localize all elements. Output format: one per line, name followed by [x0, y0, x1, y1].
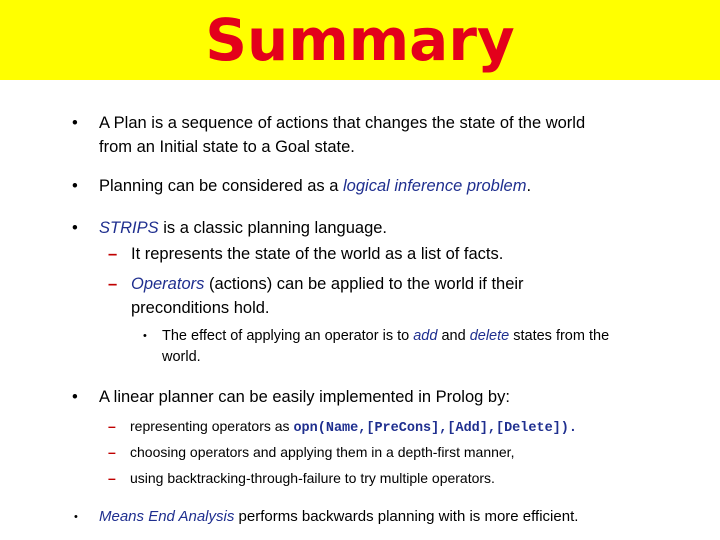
bullet-marker: •: [72, 177, 78, 195]
sub-bullet-dash: –: [108, 418, 116, 434]
sub-bullet-dash: –: [108, 245, 118, 263]
bullet-marker: •: [72, 114, 78, 132]
bullet-3-emphasis: STRIPS: [99, 219, 159, 237]
bullet-3-subsub-line-2: world.: [162, 349, 201, 365]
bullet-3-sub-2-emphasis: Operators: [131, 275, 205, 293]
bullet-4: A linear planner can be easily implemented in Prolog by:: [99, 388, 510, 406]
bullet-5: [99, 506, 578, 528]
subsub-delete: delete: [469, 328, 510, 344]
subsub-middle: and: [437, 328, 470, 344]
sub-sub-bullet-marker: •: [143, 330, 147, 342]
bullet-5-text: performs backwards planning with is more efficient.: [234, 508, 579, 525]
bullet-2: [99, 174, 531, 198]
subsub-end: states from the: [509, 328, 610, 344]
bullet-2-end: .: [526, 177, 532, 195]
bullet-3-sub-2-line-2: preconditions hold.: [131, 299, 270, 317]
sub-bullet-dash: –: [108, 444, 116, 460]
bullet-4-sub-1-code: opn(Name,[PreCons],[Add],[Delete]).: [293, 421, 577, 436]
bullet-3: [99, 216, 387, 240]
bullet-5-emphasis: Means End Analysis: [99, 508, 235, 525]
bullet-1-line-2: from an Initial state to a Goal state.: [99, 138, 355, 156]
bullet-4-sub-2: choosing operators and applying them in a depth-first manner,: [130, 444, 515, 460]
bullet-2-text: Planning can be considered as a: [99, 177, 344, 195]
bullet-3-subsub-line-1: [162, 326, 609, 347]
bullet-4-sub-1-text: representing operators as: [130, 418, 294, 434]
subsub-add: add: [413, 328, 438, 344]
bullet-4-sub-3: using backtracking-through-failure to try multiple operators.: [130, 470, 495, 486]
subsub-text: The effect of applying an operator is to: [162, 328, 414, 344]
bullet-4-sub-1: [130, 415, 577, 440]
bullet-3-sub-2-text: (actions) can be applied to the world if their: [204, 275, 524, 293]
bullet-2-emphasis: logical inference problem: [343, 177, 527, 195]
sub-bullet-dash: –: [108, 275, 118, 293]
slide-title: Summary: [205, 6, 515, 74]
bullet-3-sub-2-line-1: [131, 272, 524, 296]
bullet-marker: •: [72, 219, 78, 237]
bullet-3-sub-1: It represents the state of the world as a list of facts.: [131, 245, 504, 263]
bullet-1-line-1: A Plan is a sequence of actions that changes the state of the world: [99, 114, 586, 132]
bullet-3-text: is a classic planning language.: [158, 219, 388, 237]
bullet-marker: •: [74, 511, 78, 523]
bullet-marker: •: [72, 388, 78, 406]
sub-bullet-dash: –: [108, 470, 116, 486]
